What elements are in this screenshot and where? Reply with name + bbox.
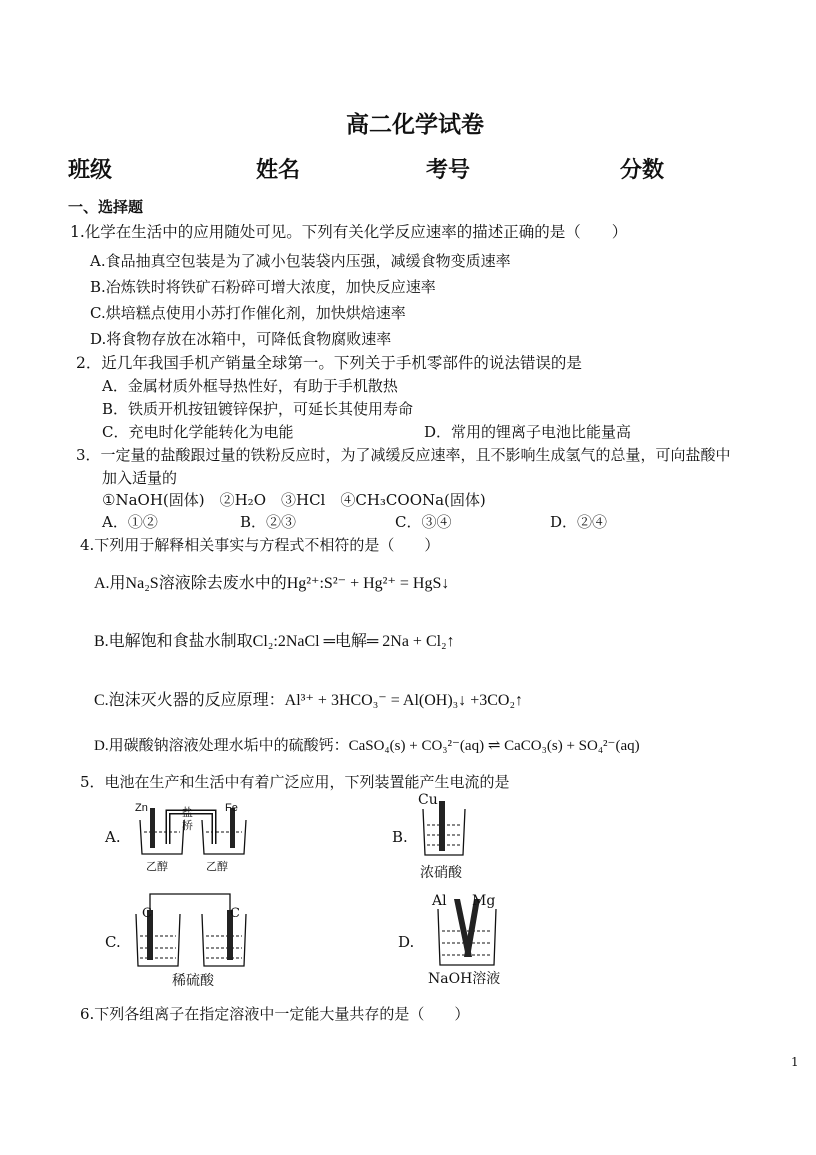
a-bridge-label-1: 盐: [182, 807, 193, 819]
c-solution: 稀硫酸: [172, 973, 214, 989]
a-zn-label: Zn: [135, 802, 148, 814]
b-solution: 浓硝酸: [420, 865, 462, 881]
q4-option-b: B.电解饱和食盐水制取Cl₂:2NaCl ═电解═ 2Na + Cl₂↑: [94, 633, 455, 650]
q4-stem: 4.下列用于解释相关事实与方程式不相符的是（ ）: [80, 536, 440, 554]
q1-option-c: C.烘培糕点使用小苏打作催化剂，加快烘焙速率: [90, 304, 406, 322]
c-electrode-left: C: [142, 906, 152, 921]
a-solution-right: 乙醇: [206, 861, 228, 873]
page-title: 高二化学试卷: [346, 111, 484, 138]
q3-stem-line2: 加入适量的: [102, 469, 178, 487]
q1-option-d: D.将食物存放在冰箱中，可降低食物腐败速率: [90, 330, 392, 348]
q3-option-c: C．③④: [395, 513, 452, 531]
page-number: 1: [791, 1055, 799, 1069]
a-fe-label: Fe: [225, 802, 238, 814]
d-al-label: Al: [432, 893, 447, 909]
q3-stem-line1: 3．一定量的盐酸跟过量的铁粉反应时，为了减缓反应速率，且不影响生成氢气的总量，可向盐酸中: [76, 446, 731, 464]
q2-option-d: D．常用的锂离子电池比能量高: [424, 423, 632, 441]
q3-option-b: B．②③: [240, 513, 297, 531]
section-heading: 一、选择题: [68, 198, 144, 216]
score-label: 分数: [620, 157, 665, 183]
q5-label-c: C.: [105, 933, 121, 951]
q5-label-d: D.: [398, 933, 415, 951]
q3-option-d: D．②④: [550, 513, 608, 531]
q1-option-a: A.食品抽真空包装是为了减小包装袋内压强，减缓食物变质速率: [90, 252, 511, 270]
q5-label-b: B.: [392, 828, 408, 846]
q5-label-a: A.: [105, 828, 121, 846]
q2-stem: 2．近几年我国手机产销量全球第一。下列关于手机零部件的说法错误的是: [76, 354, 582, 372]
c-electrode-right: C: [230, 906, 240, 921]
q1-option-b: B.冶炼铁时将铁矿石粉碎可增大浓度，加快反应速率: [90, 278, 436, 296]
name-label: 姓名: [256, 157, 301, 183]
a-solution-left: 乙醇: [146, 861, 168, 873]
d-solution: NaOH溶液: [428, 971, 501, 987]
q2-option-c: C．充电时化学能转化为电能: [102, 423, 294, 441]
q3-option-a: A．①②: [102, 513, 158, 531]
q4-option-a: A.用Na₂S溶液除去废水中的Hg²⁺:S²⁻ + Hg²⁺ = HgS↓: [94, 575, 450, 592]
q4-option-d: D.用碳酸钠溶液处理水垢中的硫酸钙：CaSO₄(s) + CO₃²⁻(aq) ⇌ CaCO₃(s) + SO₄²⁻(aq): [94, 738, 640, 754]
q1-stem: 1.化学在生活中的应用随处可见。下列有关化学反应速率的描述正确的是（ ）: [70, 223, 628, 241]
class-label: 班级: [68, 157, 113, 183]
exam-id-label: 考号: [426, 157, 471, 183]
q5-stem: 5．电池在生产和生活中有着广泛应用，下列装置能产生电流的是: [80, 773, 510, 791]
b-cu-label: Cu: [418, 792, 438, 808]
q2-option-a: A．金属材质外框导热性好，有助于手机散热: [102, 377, 398, 395]
q6-stem: 6.下列各组离子在指定溶液中一定能大量共存的是（ ）: [80, 1005, 470, 1023]
q3-reagent-list: ①NaOH(固体) ②H₂O ③HCl ④CH₃COONa(固体): [102, 491, 486, 509]
q2-option-b: B．铁质开机按钮镀锌保护，可延长其使用寿命: [102, 400, 414, 418]
d-mg-label: Mg: [472, 893, 496, 909]
apparatus-c-diagram: [130, 892, 250, 972]
a-bridge-label-2: 桥: [182, 820, 193, 832]
q4-option-c: C.泡沫灭火器的反应原理：Al³⁺ + 3HCO₃⁻ = Al(OH)₃↓ +3CO₂↑: [94, 692, 524, 709]
